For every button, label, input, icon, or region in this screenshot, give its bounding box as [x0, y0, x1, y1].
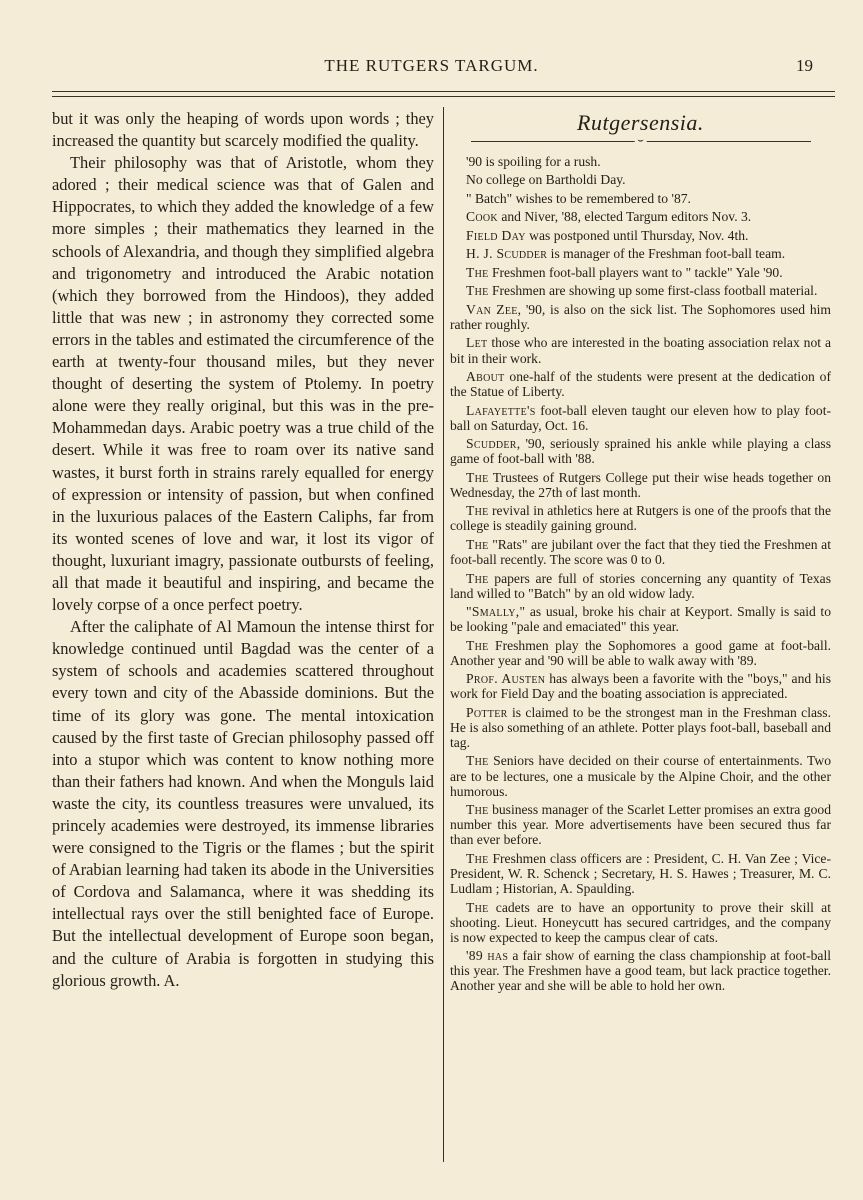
news-item-lead: "Smally,"	[466, 604, 526, 620]
news-item-text: has always been a favorite with the "boys," and his work for Field Day and the boating association is appreciated.	[450, 671, 831, 702]
header-rule-top	[52, 91, 835, 92]
news-item	[450, 191, 831, 206]
news-item-text: , '90, is also on the sick list. The Sophomores used him rather roughly.	[450, 301, 831, 332]
article-paragraph: After the caliphate of Al Mamoun the intense thirst for knowledge continued until Bagdad was the center of a system of schools and academies scattered throughout every town and city of the Abasside dominions. But the time of its glory was gone. The mental intoxication caused by the first taste of Grecian philosophy passed off into a stupor which was content to know nothing more than their fathers had known. And when the Monguls laid waste the city, its countless treasures were unvalued, its princely academies were destroyed, its immense libraries were consigned to the Tigris or the flames ; but the spirit of Arabian learning had taken its abode in the Universities of Cordova and Salamanca, where it was shedding its intellectual rays over the still benighted face of Europe. But the intellectual development of Europe soon began, and the culture of Arabia is forgotten in studying this glorious growth. A.	[52, 617, 434, 990]
news-item	[450, 246, 831, 261]
news-item	[450, 470, 831, 500]
news-item	[450, 571, 831, 601]
news-item-lead: The	[466, 850, 489, 866]
news-item-lead: The	[466, 264, 489, 280]
news-item-lead: The	[466, 802, 489, 818]
news-item-text: is claimed to be the strongest man in the Freshman class. He is also something of an athlete. Potter plays foot-ball, baseball and tag.	[450, 704, 831, 750]
news-item-text: "Rats" are jubilant over the fact that they tied the Freshmen at foot-ball recently. The score was 0 to 0.	[450, 536, 831, 568]
news-item-text: Freshmen play the Sophomores a good game at foot-ball. Another year and '90 will be able to walk away with '89.	[450, 637, 831, 668]
news-item	[450, 172, 831, 187]
news-item-lead: The	[466, 469, 489, 485]
news-item	[450, 705, 831, 750]
news-item	[450, 851, 831, 896]
news-item-text: Freshmen foot-ball players want to " tackle" Yale '90.	[488, 264, 783, 280]
news-item-text: was postponed until Thursday, Nov. 4th.	[525, 227, 749, 243]
right-column-rutgersensia	[450, 110, 831, 997]
news-item-text: foot-ball eleven taught our eleven how to play foot-ball on Saturday, Oct. 16.	[450, 402, 831, 433]
news-item-lead: The	[466, 899, 489, 915]
article-paragraph: but it was only the heaping of words upon words ; they increased the quantity but scarcely modified the quality.	[52, 109, 434, 151]
news-item-lead: Potter	[466, 704, 508, 720]
news-item-lead: Let	[466, 335, 488, 351]
page-number: 19	[796, 56, 813, 75]
news-item	[450, 436, 831, 466]
news-item	[450, 283, 831, 298]
column-divider	[443, 107, 444, 1162]
news-item-lead: Cook	[466, 209, 498, 225]
ornament-icon: ⌣	[634, 136, 647, 146]
news-item-text: Trustees of Rutgers College put their wise heads together on Wednesday, the 27th of last month.	[450, 469, 831, 500]
news-item-text: as usual, broke his chair at Keyport. Smally is said to be looking "pale and emaciated" this year.	[450, 604, 831, 635]
news-item	[450, 537, 831, 567]
news-item	[450, 335, 831, 365]
news-item-lead: The	[466, 570, 489, 586]
left-column-article	[52, 108, 434, 992]
article-paragraph: Their philosophy was that of Aristotle, whom they adored ; their medical science was that of Galen and Hippocrates, to which they added the knowledge of a few more simples ; their mathematics they learned in the schools of Alexandria, and though they simplified algebra and trigonometry and introduced the Arabic notation (which they borrowed from the Hindoos), they added little that was new ; in astronomy they corrected some errors in the tables and estimated the circumference of the earth at twenty-four thousand miles, but they never thought of deserting the system of Ptolemy. In poetry alone were they really original, but this was in the pre-Mohammedan days. Arabic poetry was a true child of the desert. While it was free to roam over its native sand wastes, it burst forth in strains rarely equalled for energy of expression or intensity of passion, but when confined in the luxurious palaces of the Eastern Caliphs, far from its wonted scenes of love and war, it lost its vigor of thought, luxuriant imagry, passionate outbursts of feeling, all that made it beautiful and inspiring, and became the lovely corpse of a once perfect poetry.	[52, 153, 434, 615]
news-item	[450, 265, 831, 280]
news-item	[450, 802, 831, 847]
news-item-lead: The	[466, 536, 489, 552]
news-item-lead: The	[466, 637, 489, 653]
news-item-text: one-half of the students were present at the dedication of the Statue of Liberty.	[450, 369, 831, 400]
news-item-lead: The	[466, 753, 489, 769]
news-item-lead: Scudder	[466, 436, 517, 452]
news-item	[450, 228, 831, 243]
page-header-title: THE RUTGERS TARGUM.	[324, 56, 539, 75]
news-item-text: No college on Bartholdi Day.	[466, 172, 626, 188]
news-item	[450, 209, 831, 224]
news-item-lead: '89 has	[466, 948, 509, 964]
news-item	[450, 604, 831, 634]
news-item	[450, 948, 831, 993]
section-title-rule	[471, 135, 811, 146]
news-item-text: Freshmen are showing up some first-class football material.	[488, 283, 818, 299]
news-item-text: revival in athletics here at Rutgers is one of the proofs that the college is steadily gaining ground.	[450, 503, 831, 534]
news-item-text: papers are full of stories concerning any quantity of Texas land willed to "Batch" by an old widow lady.	[450, 570, 831, 601]
news-item	[450, 900, 831, 945]
news-item	[450, 403, 831, 433]
news-item-text: Freshmen class officers are : President, C. H. Van Zee ; Vice-President, W. R. Schenck ; Secretary, H. S. Hawes ; Treasurer, M. C. Ludlam ; Historian, A. Spaulding.	[450, 850, 831, 897]
news-item-lead: About	[466, 369, 505, 385]
news-item	[450, 369, 831, 399]
news-item-text: cadets are to have an opportunity to prove their skill at shooting. Lieut. Honeycutt has secured cartridges, and the company is now expected to keep the campus clear of cats.	[450, 899, 831, 945]
news-item	[450, 753, 831, 798]
news-item-text: is manager of the Freshman foot-ball team.	[547, 246, 786, 262]
news-item-lead: H. J. Scudder	[466, 246, 548, 262]
news-item-lead: Van Zee	[466, 301, 518, 317]
news-item-text: " Batch" wishes to be remembered to '87.	[466, 190, 691, 206]
news-item	[450, 503, 831, 533]
news-item	[450, 638, 831, 668]
news-item-text: a fair show of earning the class championship at foot-ball this year. The Freshmen have a good team, but lack practice together. Another year and she will be able to hold her own.	[450, 948, 831, 994]
news-item	[450, 671, 831, 701]
news-item-text: '90 is spoiling for a rush.	[466, 154, 601, 169]
section-title: Rutgersensia.	[577, 110, 704, 135]
news-item-text: those who are interested in the boating association relax not a bit in their work.	[450, 335, 831, 366]
news-item-lead: Prof. Austen	[466, 671, 546, 687]
news-item-text: and Niver, '88, elected Targum editors Nov. 3.	[497, 209, 752, 225]
news-item-text: business manager of the Scarlet Letter promises an extra good number this year. More advertisements have been secured thus far than ever before.	[450, 802, 831, 848]
news-item-text: , '90, seriously sprained his ankle while playing a class game of foot-ball with '88.	[450, 436, 831, 467]
news-items-list	[450, 154, 831, 993]
news-item-text: Seniors have decided on their course of entertainments. Two are to be lectures, one a musicale by the Alpine Choir, and the other humorous.	[450, 753, 831, 799]
news-item-lead: Lafayette's	[466, 402, 536, 418]
news-item	[450, 302, 831, 332]
news-item-lead: The	[466, 283, 489, 299]
news-item	[450, 154, 831, 169]
header-rule-bottom	[52, 96, 835, 97]
news-item-lead: Field Day	[466, 227, 526, 243]
news-item-lead: The	[466, 503, 489, 519]
